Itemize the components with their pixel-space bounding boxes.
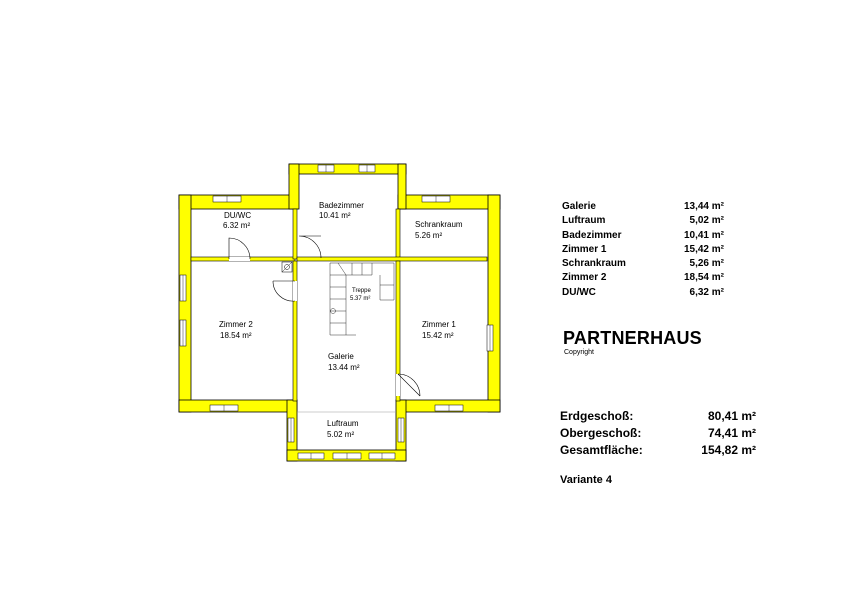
total-row-obergeschoss bbox=[560, 425, 756, 442]
total-row-erdgeschoss bbox=[560, 408, 756, 425]
area-row-zimmer2 bbox=[562, 271, 724, 285]
area-row-value: 5,02 m² bbox=[689, 215, 724, 227]
room-luftraum-area: 5.02 m² bbox=[327, 430, 355, 439]
area-row-value: 5,26 m² bbox=[689, 258, 724, 270]
wall-left bbox=[179, 195, 191, 412]
room-treppe-area: 5.37 m² bbox=[350, 296, 371, 302]
area-row-label: Galerie bbox=[562, 201, 596, 212]
area-row-value: 10,41 m² bbox=[683, 229, 724, 241]
area-row-badezimmer bbox=[562, 229, 724, 243]
door-swing-zimmer1 bbox=[398, 374, 420, 396]
room-zimmer2-area: 18.54 m² bbox=[220, 331, 252, 340]
area-row-label: DU/WC bbox=[562, 286, 596, 298]
room-badezimmer-name: Badezimmer bbox=[319, 201, 364, 210]
room-schrankraum-area: 5.26 m² bbox=[415, 231, 443, 240]
room-schrankraum-name: Schrankraum bbox=[415, 220, 463, 229]
total-value: 154,82 m² bbox=[701, 443, 756, 457]
area-row-value: 18,54 m² bbox=[683, 272, 724, 284]
wall-bath-top bbox=[289, 164, 406, 174]
room-area-list bbox=[562, 200, 724, 300]
room-duwc-name: DU/WC bbox=[224, 211, 252, 220]
room-zimmer1-area: 15.42 m² bbox=[422, 331, 454, 340]
copyright-text: Copyright bbox=[564, 349, 594, 356]
wall-bath-bottom bbox=[297, 257, 487, 261]
interior-walls bbox=[191, 209, 487, 401]
brand-title: PARTNERHAUS bbox=[563, 328, 702, 348]
area-row-schrankraum bbox=[562, 257, 724, 271]
area-row-duwc bbox=[562, 286, 724, 300]
room-badezimmer-area: 10.41 m² bbox=[319, 211, 351, 220]
total-label: Gesamtfläche: bbox=[560, 443, 643, 457]
area-row-label: Zimmer 2 bbox=[562, 272, 607, 284]
room-zimmer2-name: Zimmer 2 bbox=[219, 320, 253, 329]
total-value: 80,41 m² bbox=[707, 409, 756, 423]
total-row-gesamtflaeche bbox=[560, 442, 756, 459]
area-row-label: Luftraum bbox=[562, 215, 606, 227]
area-row-luftraum bbox=[562, 214, 724, 228]
wall-bath-left bbox=[289, 164, 299, 209]
wall-duwc-right bbox=[293, 209, 297, 259]
floor-totals bbox=[560, 408, 756, 459]
room-duwc-area: 6.32 m² bbox=[223, 221, 251, 230]
door-swing-zimmer2 bbox=[273, 281, 295, 301]
door-opening-zimmer2 bbox=[293, 281, 297, 301]
room-luftraum-name: Luftraum bbox=[327, 419, 359, 428]
total-label: Obergeschoß: bbox=[560, 426, 642, 440]
room-galerie-name: Galerie bbox=[328, 352, 354, 361]
area-row-value: 15,42 m² bbox=[683, 243, 724, 255]
door-swing-duwc bbox=[229, 238, 250, 259]
room-treppe-name: Treppe bbox=[352, 288, 371, 294]
room-galerie-area: 13.44 m² bbox=[328, 363, 360, 372]
area-row-label: Schrankraum bbox=[562, 258, 626, 270]
wall-right bbox=[488, 195, 500, 412]
area-row-label: Zimmer 1 bbox=[562, 243, 607, 255]
door-opening-zimmer1 bbox=[396, 374, 400, 396]
wall-bath-right bbox=[398, 164, 406, 209]
total-value: 74,41 m² bbox=[707, 426, 756, 440]
variant-label: Variante 4 bbox=[560, 474, 612, 486]
door-opening-duwc bbox=[229, 257, 250, 261]
area-row-value: 6,32 m² bbox=[689, 286, 724, 298]
area-row-value: 13,44 m² bbox=[683, 201, 724, 212]
door-swing-bath bbox=[299, 236, 321, 258]
wall-schrank-left bbox=[396, 209, 400, 259]
total-label: Erdgeschoß: bbox=[560, 409, 634, 423]
shaft-symbol bbox=[282, 262, 292, 272]
area-row-galerie bbox=[562, 200, 724, 214]
room-zimmer1-name: Zimmer 1 bbox=[422, 320, 456, 329]
area-row-label: Badezimmer bbox=[562, 229, 622, 241]
area-row-zimmer1 bbox=[562, 243, 724, 257]
